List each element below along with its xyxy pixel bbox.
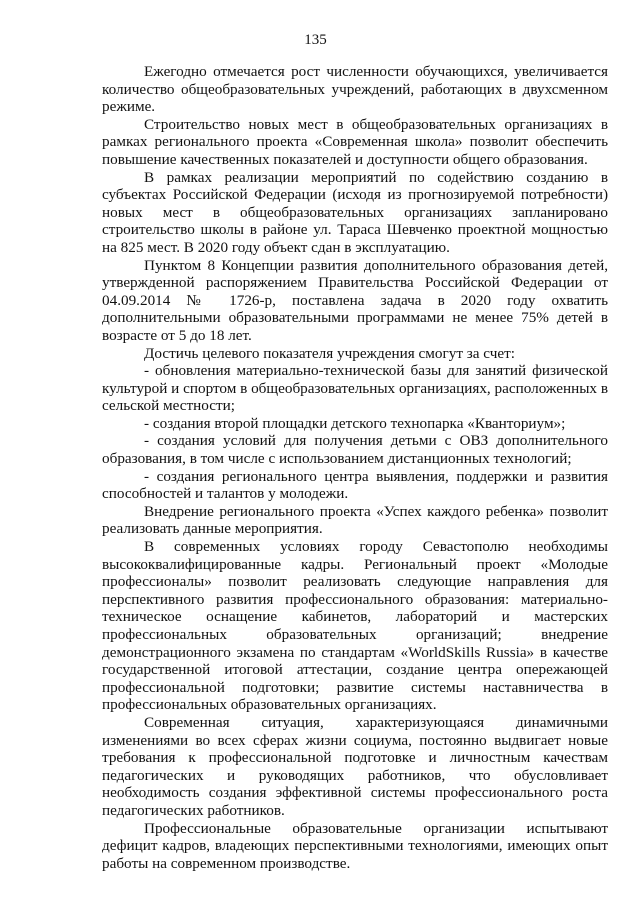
paragraph-young-professionals: В современных условиях городу Севастополю необходимы высококвалифицированные кадры. Региональный проект «Молодые профессионалы» позволит реализовать следующие направления для перспективного развития профессионального образования: материально-техническое оснащение кабинетов, лабораторий и мастерских профессиональных образовательных организаций; внедрение демонстрационного экзамена по стандартам «WorldSkills Russia» в качестве государственной итоговой аттестации, создание центра опережающей профессиональной подготовки; развитие системы наставничества в профессиональных образовательных организациях. (102, 538, 608, 714)
list-item-kvantorium: - создания второй площадки детского технопарка «Кванториум»; (144, 414, 566, 432)
paragraph-staff-deficit: Профессиональные образовательные организации испытывают дефицит кадров, владеющих перспективными технологиями, имеющих опыт работы на современном производстве. (102, 819, 608, 872)
paragraph-new-school-construction: В рамках реализации мероприятий по содействию созданию в субъектах Российской Федерации (исходя из прогнозируемой потребности) новых мест в общеобразовательных организациях запланировано строительство школы в районе ул. Тараса Шевченко проектной мощностью на 825 мест. В 2020 году объект сдан в эксплуатацию. (102, 168, 608, 256)
paragraph-modern-school: Строительство новых мест в общеобразовательных организациях в рамках регионального проекта «Современная школа» позволит обеспечить повышение качественных показателей и доступности общего образования. (102, 115, 608, 168)
paragraph-success-project: Внедрение регионального проекта «Успех каждого ребенка» позволит реализовать данные мероприятия. (102, 502, 608, 538)
list-item-ovz-conditions: - создания условий для получения детьми с ОВЗ дополнительного образования, в том числе с использованием дистанционных технологий; (102, 432, 608, 468)
paragraph-enrollment-growth: Ежегодно отмечается рост численности обучающихся, увеличивается количество общеобразовательных учреждений, работающих в двухсменном режиме. (102, 63, 608, 116)
list-item-talent-center: - создания регионального центра выявления, поддержки и развития способностей и талантов у молодежи. (102, 467, 608, 503)
page-number: 135 (304, 32, 327, 48)
paragraph-target-indicator: Достичь целевого показателя учреждения смогут за счет: (144, 344, 515, 362)
list-item-sports-base: - обновления материально-технической базы для занятий физической культурой и спортом в общеобразовательных организациях, расположенных в сельской местности; (102, 362, 608, 415)
document-body (102, 63, 608, 872)
paragraph-concept-point-8: Пунктом 8 Концепции развития дополнительного образования детей, утвержденной распоряжением Правительства Российской Федерации от 04.09.2014 № 1726-р, поставлена задача в 2020 году охватить дополнительными образовательными программами не менее 75% детей в возрасте от 5 до 18 лет. (102, 256, 608, 344)
paragraph-modern-situation: Современная ситуация, характеризующаяся динамичными изменениями во всех сферах жизни социума, постоянно выдвигает новые требования к профессиональной подготовке и личностным качествам педагогических и руководящих работников, что обусловливает необходимость создания эффективной системы профессионального роста педагогических работников. (102, 713, 608, 819)
